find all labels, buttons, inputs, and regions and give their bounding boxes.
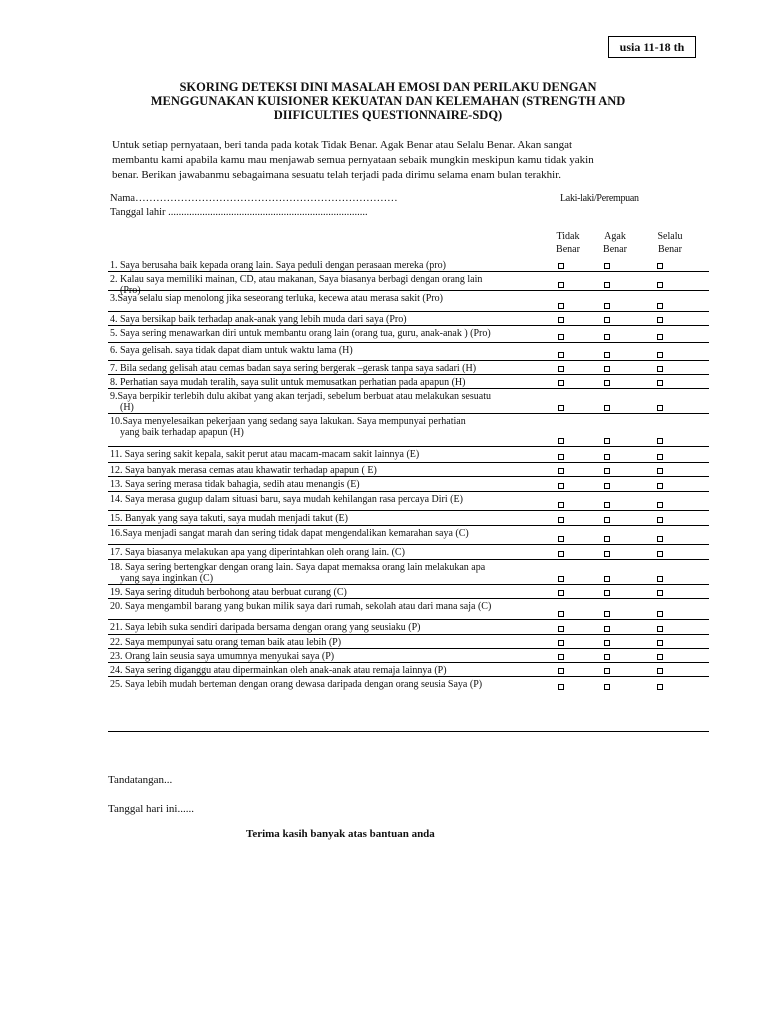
item-text-line: 24. Saya sering diganggu atau dipermainkan oleh anak-anak atau remaja lainnya (P): [110, 665, 447, 676]
checkbox-agak-benar[interactable]: [604, 352, 610, 358]
item-text: [110, 637, 550, 648]
item-text: [110, 449, 550, 460]
item-text-line: 3.Saya selalu siap menolong jika seseorang terluka, kecewa atau merasa sakit (Pro): [110, 293, 443, 304]
item-text: [110, 601, 550, 612]
questionnaire-row: [108, 311, 709, 325]
item-text-line: 19. Saya sering dituduh berbohong atau berbuat curang (C): [110, 587, 347, 598]
item-text-line: 8. Perhatian saya mudah teralih, saya sulit untuk memusatkan perhatian pada apapun (H): [110, 377, 466, 388]
column-header-tidak-benar: [548, 230, 588, 256]
checkbox-agak-benar[interactable]: [604, 668, 610, 674]
item-text-line: yang baik terhadap apapun (H): [120, 427, 244, 438]
checkbox-tidak-benar[interactable]: [558, 366, 564, 372]
questionnaire-row: [108, 258, 709, 271]
item-text-line: 16.Saya menjadi sangat marah dan sering tidak dapat mengendalikan kemarahan saya (C): [110, 528, 469, 539]
checkbox-selalu-benar[interactable]: [657, 640, 663, 646]
questionnaire-row: [108, 510, 709, 525]
checkbox-agak-benar[interactable]: [604, 576, 610, 582]
checkbox-selalu-benar[interactable]: [657, 438, 663, 444]
column-header-line: Benar: [658, 244, 682, 255]
checkbox-tidak-benar[interactable]: [558, 654, 564, 660]
item-text-line: 25. Saya lebih mudah berteman dengan orang dewasa daripada dengan orang seusia Saya (P): [110, 679, 483, 690]
item-text-line: 7. Bila sedang gelisah atau cemas badan saya sering bergerak –gerask tanpa saya sadari (H): [110, 363, 477, 374]
item-text-line: 5. Saya sering menawarkan diri untuk membantu orang lain (orang tua, guru, anak-anak ) (Pro): [110, 328, 491, 339]
checkbox-agak-benar[interactable]: [604, 536, 610, 542]
checkbox-tidak-benar[interactable]: [558, 626, 564, 632]
checkbox-agak-benar[interactable]: [604, 468, 610, 474]
questionnaire-row: [108, 676, 709, 692]
column-header-line: Selalu: [657, 231, 683, 242]
gender-field[interactable]: Laki-laki/Perempuan: [560, 193, 639, 204]
checkbox-tidak-benar[interactable]: [558, 576, 564, 582]
questionnaire-row: [108, 476, 709, 491]
checkbox-agak-benar[interactable]: [604, 626, 610, 632]
title-line: SKORING DETEKSI DINI MASALAH EMOSI DAN PERILAKU DENGAN: [179, 80, 597, 94]
page-title: [108, 80, 668, 122]
checkbox-tidak-benar[interactable]: [558, 454, 564, 460]
checkbox-selalu-benar[interactable]: [657, 668, 663, 674]
checkbox-agak-benar[interactable]: [604, 380, 610, 386]
item-text-line: 21. Saya lebih suka sendiri daripada bersama dengan orang yang seusiaku (P): [110, 622, 421, 633]
item-text-line: 11. Saya sering sakit kepala, sakit perut atau macam-macam sakit lainnya (E): [110, 449, 420, 460]
item-text-line: yang saya inginkan (C): [120, 573, 214, 584]
questionnaire-row: [108, 559, 709, 584]
questionnaire-row: [108, 584, 709, 598]
questionnaire-row: [108, 290, 709, 311]
item-text-line: 13. Saya sering merasa tidak bahagia, sedih atau menangis (E): [110, 479, 360, 490]
checkbox-tidak-benar[interactable]: [558, 590, 564, 596]
item-text: [110, 562, 550, 584]
item-text: [110, 479, 550, 490]
column-header-line: Agak: [604, 231, 626, 242]
item-text: [110, 293, 550, 304]
item-text-line: 20. Saya mengambil barang yang bukan milik saya dari rumah, sekolah atau dari mana saja (C): [110, 601, 492, 612]
questionnaire-row: [108, 374, 709, 388]
checkbox-selalu-benar[interactable]: [657, 317, 663, 323]
checkbox-selalu-benar[interactable]: [657, 366, 663, 372]
questionnaire-row: [108, 360, 709, 374]
questionnaire-items: [108, 258, 709, 692]
checkbox-agak-benar[interactable]: [604, 483, 610, 489]
checkbox-selalu-benar[interactable]: [657, 684, 663, 690]
item-text: [110, 513, 550, 524]
checkbox-tidak-benar[interactable]: [558, 380, 564, 386]
questionnaire-row: [108, 413, 709, 446]
name-field[interactable]: Nama…………………………………………………………………: [110, 193, 398, 204]
checkbox-selalu-benar[interactable]: [657, 590, 663, 596]
checkbox-tidak-benar[interactable]: [558, 640, 564, 646]
checkbox-tidak-benar[interactable]: [558, 483, 564, 489]
item-text-line: 22. Saya mempunyai satu orang teman baik atau lebih (P): [110, 637, 342, 648]
checkbox-agak-benar[interactable]: [604, 438, 610, 444]
item-text-line: 2. Kalau saya memiliki mainan, CD, atau makanan, Saya biasanya berbagi dengan orang lain: [110, 274, 483, 285]
checkbox-agak-benar[interactable]: [604, 454, 610, 460]
item-text: [110, 314, 550, 325]
checkbox-tidak-benar[interactable]: [558, 317, 564, 323]
checkbox-agak-benar[interactable]: [604, 334, 610, 340]
item-text: [110, 587, 550, 598]
checkbox-agak-benar[interactable]: [604, 303, 610, 309]
item-text: [110, 377, 550, 388]
checkbox-tidak-benar[interactable]: [558, 438, 564, 444]
item-text: [110, 416, 550, 438]
checkbox-agak-benar[interactable]: [604, 684, 610, 690]
item-text: [110, 363, 550, 374]
questionnaire-row: [108, 446, 709, 462]
checkbox-selalu-benar[interactable]: [657, 282, 663, 288]
questionnaire-row: [108, 648, 709, 662]
questionnaire-row: [108, 342, 709, 360]
item-text: [110, 679, 550, 690]
column-header-line: Benar: [556, 244, 580, 255]
checkbox-selalu-benar[interactable]: [657, 334, 663, 340]
item-text-line: 18. Saya sering bertengkar dengan orang lain. Saya dapat memaksa orang lain melakukan apa: [110, 562, 486, 573]
instructions: [112, 138, 652, 183]
column-header-selalu-benar: [650, 230, 690, 256]
checkbox-tidak-benar[interactable]: [558, 334, 564, 340]
questionnaire-row: [108, 598, 709, 619]
questionnaire-row: [108, 388, 709, 413]
checkbox-selalu-benar[interactable]: [657, 263, 663, 269]
dob-field[interactable]: Tanggal lahir ............................................................................: [110, 207, 368, 218]
checkbox-tidak-benar[interactable]: [558, 551, 564, 557]
checkbox-selalu-benar[interactable]: [657, 405, 663, 411]
item-text-line: 15. Banyak yang saya takuti, saya mudah menjadi takut (E): [110, 513, 348, 524]
instructions-line: Untuk setiap pernyataan, beri tanda pada kotak Tidak Benar. Agak Benar atau Selalu Benar. Akan sangat: [112, 139, 573, 151]
checkbox-tidak-benar[interactable]: [558, 405, 564, 411]
checkbox-selalu-benar[interactable]: [657, 576, 663, 582]
checkbox-selalu-benar[interactable]: [657, 483, 663, 489]
item-text-line: 23. Orang lain seusia saya umumnya menyukai saya (P): [110, 651, 335, 662]
questionnaire-row: [108, 619, 709, 634]
checkbox-agak-benar[interactable]: [604, 611, 610, 617]
checkbox-selalu-benar[interactable]: [657, 502, 663, 508]
checkbox-tidak-benar[interactable]: [558, 352, 564, 358]
checkbox-agak-benar[interactable]: [604, 590, 610, 596]
item-text: [110, 622, 550, 633]
checkbox-agak-benar[interactable]: [604, 654, 610, 660]
checkbox-tidak-benar[interactable]: [558, 668, 564, 674]
checkbox-selalu-benar[interactable]: [657, 517, 663, 523]
questionnaire-row: [108, 491, 709, 510]
checkbox-agak-benar[interactable]: [604, 366, 610, 372]
questionnaire-row: [108, 634, 709, 648]
checkbox-tidak-benar[interactable]: [558, 303, 564, 309]
checkbox-agak-benar[interactable]: [604, 640, 610, 646]
checkbox-selalu-benar[interactable]: [657, 454, 663, 460]
checkbox-tidak-benar[interactable]: [558, 611, 564, 617]
checkbox-tidak-benar[interactable]: [558, 468, 564, 474]
item-text: [110, 345, 550, 356]
checkbox-selalu-benar[interactable]: [657, 626, 663, 632]
item-text-line: 12. Saya banyak merasa cemas atau khawatir terhadap apapun ( E): [110, 465, 377, 476]
item-text-line: 10.Saya menyelesaikan pekerjaan yang sedang saya lakukan. Saya mempunyai perhatian: [110, 416, 466, 427]
item-text: [110, 665, 550, 676]
checkbox-tidak-benar[interactable]: [558, 536, 564, 542]
item-text: [110, 528, 550, 539]
checkbox-agak-benar[interactable]: [604, 263, 610, 269]
item-text-line: 1. Saya berusaha baik kepada orang lain. Saya peduli dengan perasaan mereka (pro): [110, 260, 446, 271]
item-text-line: 4. Saya bersikap baik terhadap anak-anak yang lebih muda dari saya (Pro): [110, 314, 407, 325]
checkbox-selalu-benar[interactable]: [657, 551, 663, 557]
item-text-line: (Pro): [120, 285, 141, 296]
date-today-field[interactable]: Tanggal hari ini......: [108, 803, 194, 815]
questionnaire-row: [108, 662, 709, 676]
signature-field[interactable]: Tandatangan...: [108, 774, 173, 786]
checkbox-agak-benar[interactable]: [604, 317, 610, 323]
item-text: [110, 328, 550, 339]
checkbox-agak-benar[interactable]: [604, 517, 610, 523]
checkbox-tidak-benar[interactable]: [558, 502, 564, 508]
item-text: [110, 260, 550, 271]
item-text: [110, 651, 550, 662]
title-line: MENGGUNAKAN KUISIONER KEKUATAN DAN KELEMAHAN (STRENGTH AND: [150, 94, 626, 108]
questionnaire-row: [108, 525, 709, 544]
column-header-agak-benar: [595, 230, 635, 256]
checkbox-agak-benar[interactable]: [604, 405, 610, 411]
item-text-line: 6. Saya gelisah. saya tidak dapat diam untuk waktu lama (H): [110, 345, 353, 356]
checkbox-tidak-benar[interactable]: [558, 517, 564, 523]
checkbox-agak-benar[interactable]: [604, 551, 610, 557]
instructions-line: benar. Berikan jawabanmu sebagaimana sesuatu telah terjadi pada dirimu selama enam bulan terakhir.: [112, 169, 561, 181]
table-bottom-rule: [108, 731, 709, 732]
instructions-line: membantu kami apabila kamu mau menjawab semua pernyataan sebaik mungkin meskipun kamu tidak yakin: [112, 154, 594, 166]
checkbox-agak-benar[interactable]: [604, 502, 610, 508]
item-text-line: 14. Saya merasa gugup dalam situasi baru, saya mudah kehilangan rasa percaya Diri (E): [110, 494, 463, 505]
questionnaire-row: [108, 271, 709, 296]
age-range-box: usia 11-18 th: [608, 36, 696, 58]
item-text-line: 9.Saya berpikir terlebih dulu akibat yang akan terjadi, sebelum berbuat atau melakukan sesuatu: [110, 391, 491, 402]
item-text: [110, 494, 550, 505]
questionnaire-row: [108, 544, 709, 559]
title-line: DIIFICULTIES QUESTIONNAIRE-SDQ): [273, 108, 503, 122]
checkbox-selalu-benar[interactable]: [657, 352, 663, 358]
checkbox-selalu-benar[interactable]: [657, 468, 663, 474]
checkbox-tidak-benar[interactable]: [558, 282, 564, 288]
checkbox-tidak-benar[interactable]: [558, 263, 564, 269]
checkbox-tidak-benar[interactable]: [558, 684, 564, 690]
item-text: [110, 465, 550, 476]
column-header-line: Tidak: [556, 231, 580, 242]
checkbox-selalu-benar[interactable]: [657, 303, 663, 309]
item-text: [110, 547, 550, 558]
item-text-line: 17. Saya biasanya melakukan apa yang diperintahkan oleh orang lain. (C): [110, 547, 405, 558]
questionnaire-row: [108, 325, 709, 342]
checkbox-selalu-benar[interactable]: [657, 654, 663, 660]
checkbox-selalu-benar[interactable]: [657, 611, 663, 617]
item-text: [110, 391, 550, 413]
thanks-text: Terima kasih banyak atas bantuan anda: [246, 828, 435, 840]
item-text-line: (H): [120, 402, 134, 413]
checkbox-agak-benar[interactable]: [604, 282, 610, 288]
checkbox-selalu-benar[interactable]: [657, 380, 663, 386]
questionnaire-row: [108, 462, 709, 476]
column-header-line: Benar: [603, 244, 627, 255]
checkbox-selalu-benar[interactable]: [657, 536, 663, 542]
